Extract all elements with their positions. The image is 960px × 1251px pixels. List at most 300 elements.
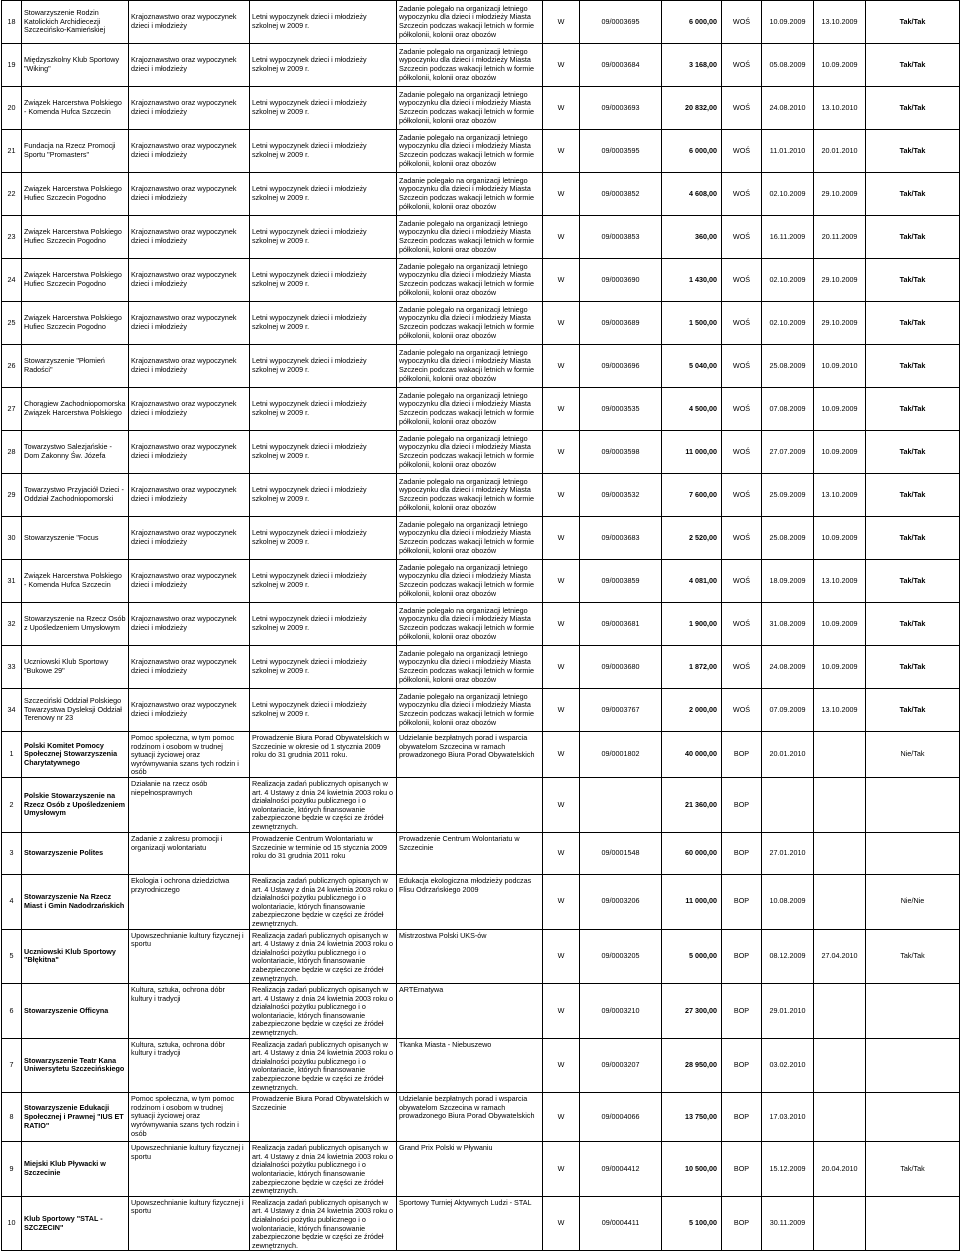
goal-cell: ARTErnatywa <box>397 984 543 1039</box>
task-cell: Letni wypoczynek dzieci i młodzieży szkolnej w 2009 r. <box>250 431 397 474</box>
date-to-cell: 13.10.2009 <box>814 1 866 44</box>
lp-cell: 23 <box>2 216 22 259</box>
mode-cell: W <box>543 874 580 929</box>
area-cell: Upowszechnianie kultury fizycznej i sportu <box>129 1142 250 1197</box>
date-to-cell <box>814 777 866 832</box>
area-cell: Krajoznawstwo oraz wypoczynek dzieci i młodzieży <box>129 431 250 474</box>
date-to-cell: 13.10.2009 <box>814 560 866 603</box>
goal-cell: Zadanie polegało na organizacji letniego wypoczynku dla dzieci i młodzieży Miasta Szczecin podczas wakacji letnich w formie półkolonii, kolonii oraz obozów <box>397 603 543 646</box>
mode-cell: W <box>543 345 580 388</box>
settlement-cell: Tak/Tak <box>866 259 960 302</box>
task-cell: Letni wypoczynek dzieci i młodzieży szkolnej w 2009 r. <box>250 560 397 603</box>
lp-cell: 21 <box>2 130 22 173</box>
agreement-number-cell: 09/0003695 <box>580 1 662 44</box>
mode-cell: W <box>543 517 580 560</box>
date-to-cell: 29.10.2009 <box>814 259 866 302</box>
task-cell: Realizacja zadań publicznych opisanych w art. 4 Ustawy z dnia 24 kwietnia 2003 roku o działalności pożytku publicznego i o wolontariacie, których finansowanie zabezpieczone będzie w części ze źródeł zewnętrznych. <box>250 929 397 984</box>
amount-cell: 20 832,00 <box>662 87 722 130</box>
department-cell: WOŚ <box>722 216 762 259</box>
lp-cell: 8 <box>2 1093 22 1142</box>
amount-cell: 2 000,00 <box>662 689 722 732</box>
settlement-cell: Nie/Nie <box>866 874 960 929</box>
goal-cell <box>397 777 543 832</box>
area-cell: Działanie na rzecz osób niepełnosprawnych <box>129 777 250 832</box>
mode-cell: W <box>543 474 580 517</box>
area-cell: Krajoznawstwo oraz wypoczynek dzieci i młodzieży <box>129 388 250 431</box>
agreement-number-cell: 09/0003693 <box>580 87 662 130</box>
lp-cell: 30 <box>2 517 22 560</box>
goal-cell: Zadanie polegało na organizacji letniego wypoczynku dla dzieci i młodzieży Miasta Szczecin podczas wakacji letnich w formie półkolonii, kolonii oraz obozów <box>397 646 543 689</box>
task-cell: Realizacja zadań publicznych opisanych w art. 4 Ustawy z dnia 24 kwietnia 2003 roku o działalności pożytku publicznego i o wolontariacie, których finansowanie zabezpieczone będzie w części ze źródeł zewnętrznych. <box>250 1038 397 1093</box>
amount-cell: 3 168,00 <box>662 44 722 87</box>
table-row <box>2 929 960 984</box>
agreement-number-cell: 09/0003206 <box>580 874 662 929</box>
department-cell: WOŚ <box>722 130 762 173</box>
table-row <box>2 777 960 832</box>
agreement-number-cell: 09/0004066 <box>580 1093 662 1142</box>
mode-cell: W <box>543 832 580 874</box>
organization-cell: Towarzystwo Przyjaciół Dzieci - Oddział Zachodniopomorski <box>22 474 129 517</box>
date-to-cell: 20.11.2009 <box>814 216 866 259</box>
amount-cell: 60 000,00 <box>662 832 722 874</box>
goal-cell: Edukacja ekologiczna młodzieży podczas Flisu Odrzańskiego 2009 <box>397 874 543 929</box>
organization-cell: Uczniowski Klub Sportowy "Błękitna" <box>22 929 129 984</box>
task-cell: Letni wypoczynek dzieci i młodzieży szkolnej w 2009 r. <box>250 216 397 259</box>
date-from-cell: 11.01.2010 <box>762 130 814 173</box>
amount-cell: 5 000,00 <box>662 929 722 984</box>
date-from-cell: 02.10.2009 <box>762 173 814 216</box>
amount-cell: 1 872,00 <box>662 646 722 689</box>
date-from-cell: 20.01.2010 <box>762 732 814 778</box>
lp-cell: 22 <box>2 173 22 216</box>
department-cell: WOŚ <box>722 87 762 130</box>
area-cell: Zadanie z zakresu promocji i organizacji wolontariatu <box>129 832 250 874</box>
agreement-number-cell: 09/0003767 <box>580 689 662 732</box>
mode-cell: W <box>543 1 580 44</box>
mode-cell: W <box>543 388 580 431</box>
lp-cell: 29 <box>2 474 22 517</box>
amount-cell: 6 000,00 <box>662 130 722 173</box>
mode-cell: W <box>543 44 580 87</box>
table-row <box>2 44 960 87</box>
table-row <box>2 474 960 517</box>
agreement-number-cell: 09/0003859 <box>580 560 662 603</box>
department-cell: BOP <box>722 1038 762 1093</box>
area-cell: Krajoznawstwo oraz wypoczynek dzieci i młodzieży <box>129 216 250 259</box>
department-cell: WOŚ <box>722 44 762 87</box>
lp-cell: 6 <box>2 984 22 1039</box>
department-cell: WOŚ <box>722 603 762 646</box>
settlement-cell: Tak/Tak <box>866 689 960 732</box>
area-cell: Kultura, sztuka, ochrona dóbr kultury i tradycji <box>129 984 250 1039</box>
mode-cell: W <box>543 87 580 130</box>
lp-cell: 27 <box>2 388 22 431</box>
area-cell: Krajoznawstwo oraz wypoczynek dzieci i młodzieży <box>129 517 250 560</box>
settlement-cell <box>866 1038 960 1093</box>
department-cell: BOP <box>722 1142 762 1197</box>
date-from-cell: 27.07.2009 <box>762 431 814 474</box>
mode-cell: W <box>543 130 580 173</box>
date-to-cell: 10.09.2009 <box>814 44 866 87</box>
date-from-cell: 08.12.2009 <box>762 929 814 984</box>
amount-cell: 11 000,00 <box>662 874 722 929</box>
agreement-number-cell: 09/0003689 <box>580 302 662 345</box>
department-cell: WOŚ <box>722 689 762 732</box>
date-from-cell: 30.11.2009 <box>762 1196 814 1251</box>
goal-cell: Mistrzostwa Polski UKS-ów <box>397 929 543 984</box>
settlement-cell: Tak/Tak <box>866 302 960 345</box>
task-cell: Letni wypoczynek dzieci i młodzieży szkolnej w 2009 r. <box>250 517 397 560</box>
grants-table-body <box>2 1 960 1251</box>
settlement-cell: Tak/Tak <box>866 560 960 603</box>
amount-cell: 4 081,00 <box>662 560 722 603</box>
task-cell: Letni wypoczynek dzieci i młodzieży szkolnej w 2009 r. <box>250 345 397 388</box>
goal-cell: Zadanie polegało na organizacji letniego wypoczynku dla dzieci i młodzieży Miasta Szczecin podczas wakacji letnich w formie półkolonii, kolonii oraz obozów <box>397 87 543 130</box>
settlement-cell: Tak/Tak <box>866 130 960 173</box>
agreement-number-cell: 09/0003595 <box>580 130 662 173</box>
agreement-number-cell: 09/0003684 <box>580 44 662 87</box>
organization-cell: Związek Harcerstwa Polskiego Hufiec Szczecin Pogodno <box>22 302 129 345</box>
date-from-cell: 25.08.2009 <box>762 517 814 560</box>
area-cell: Krajoznawstwo oraz wypoczynek dzieci i młodzieży <box>129 259 250 302</box>
date-to-cell <box>814 832 866 874</box>
area-cell: Pomoc społeczna, w tym pomoc rodzinom i osobom w trudnej sytuacji życiowej oraz wyrównywania szans tych rodzin i osób <box>129 1093 250 1142</box>
task-cell: Prowadzenie Biura Porad Obywatelskich w Szczecinie <box>250 1093 397 1142</box>
amount-cell: 27 300,00 <box>662 984 722 1039</box>
area-cell: Krajoznawstwo oraz wypoczynek dzieci i młodzieży <box>129 345 250 388</box>
settlement-cell <box>866 1196 960 1251</box>
amount-cell: 4 500,00 <box>662 388 722 431</box>
task-cell: Prowadzenie Centrum Wolontariatu w Szczecinie w terminie od 15 stycznia 2009 roku do 31 grudnia 2011 roku <box>250 832 397 874</box>
department-cell: WOŚ <box>722 388 762 431</box>
goal-cell: Zadanie polegało na organizacji letniego wypoczynku dla dzieci i młodzieży Miasta Szczecin podczas wakacji letnich w formie półkolonii, kolonii oraz obozów <box>397 1 543 44</box>
lp-cell: 24 <box>2 259 22 302</box>
department-cell: WOŚ <box>722 345 762 388</box>
table-row <box>2 259 960 302</box>
date-to-cell <box>814 1038 866 1093</box>
date-to-cell <box>814 874 866 929</box>
date-from-cell: 29.01.2010 <box>762 984 814 1039</box>
date-from-cell: 31.08.2009 <box>762 603 814 646</box>
table-row <box>2 302 960 345</box>
area-cell: Krajoznawstwo oraz wypoczynek dzieci i młodzieży <box>129 1 250 44</box>
amount-cell: 2 520,00 <box>662 517 722 560</box>
agreement-number-cell: 09/0003852 <box>580 173 662 216</box>
settlement-cell <box>866 777 960 832</box>
organization-cell: Stowarzyszenie na Rzecz Osób z Upośledzeniem Umysłowym <box>22 603 129 646</box>
table-row <box>2 603 960 646</box>
goal-cell: Zadanie polegało na organizacji letniego wypoczynku dla dzieci i młodzieży Miasta Szczecin podczas wakacji letnich w formie półkolonii, kolonii oraz obozów <box>397 388 543 431</box>
table-row <box>2 1142 960 1197</box>
date-from-cell: 02.10.2009 <box>762 259 814 302</box>
date-to-cell <box>814 732 866 778</box>
goal-cell: Zadanie polegało na organizacji letniego wypoczynku dla dzieci i młodzieży Miasta Szczecin podczas wakacji letnich w formie półkolonii, kolonii oraz obozów <box>397 345 543 388</box>
mode-cell: W <box>543 302 580 345</box>
goal-cell: Tkanka Miasta - Niebuszewo <box>397 1038 543 1093</box>
goal-cell: Zadanie polegało na organizacji letniego wypoczynku dla dzieci i młodzieży Miasta Szczecin podczas wakacji letnich w formie półkolonii, kolonii oraz obozów <box>397 689 543 732</box>
organization-cell: Stowarzyszenie Teatr Kana Uniwersytetu Szczecińskiego <box>22 1038 129 1093</box>
amount-cell: 360,00 <box>662 216 722 259</box>
organization-cell: Związek Harcerstwa Polskiego Hufiec Szczecin Pogodno <box>22 173 129 216</box>
date-from-cell: 27.01.2010 <box>762 832 814 874</box>
department-cell: BOP <box>722 777 762 832</box>
date-to-cell: 13.10.2009 <box>814 474 866 517</box>
department-cell: BOP <box>722 874 762 929</box>
organization-cell: Stowarzyszenie "Focus <box>22 517 129 560</box>
department-cell: BOP <box>722 1093 762 1142</box>
mode-cell: W <box>543 1142 580 1197</box>
goal-cell: Zadanie polegało na organizacji letniego wypoczynku dla dzieci i młodzieży Miasta Szczecin podczas wakacji letnich w formie półkolonii, kolonii oraz obozów <box>397 431 543 474</box>
date-to-cell: 20.04.2010 <box>814 1142 866 1197</box>
mode-cell: W <box>543 216 580 259</box>
amount-cell: 1 900,00 <box>662 603 722 646</box>
lp-cell: 7 <box>2 1038 22 1093</box>
organization-cell: Szczeciński Oddział Polskiego Towarzystwa Dysleksji Oddział Terenowy nr 23 <box>22 689 129 732</box>
area-cell: Ekologia i ochrona dziedzictwa przyrodniczego <box>129 874 250 929</box>
department-cell: BOP <box>722 732 762 778</box>
lp-cell: 32 <box>2 603 22 646</box>
goal-cell: Zadanie polegało na organizacji letniego wypoczynku dla dzieci i młodzieży Miasta Szczecin podczas wakacji letnich w formie półkolonii, kolonii oraz obozów <box>397 259 543 302</box>
settlement-cell <box>866 984 960 1039</box>
mode-cell: W <box>543 173 580 216</box>
task-cell: Letni wypoczynek dzieci i młodzieży szkolnej w 2009 r. <box>250 259 397 302</box>
table-row <box>2 1 960 44</box>
date-from-cell: 15.12.2009 <box>762 1142 814 1197</box>
organization-cell: Stowarzyszenie Rodzin Katolickich Archidiecezji Szczecińsko-Kamieńskiej <box>22 1 129 44</box>
table-row <box>2 984 960 1039</box>
settlement-cell: Tak/Tak <box>866 474 960 517</box>
mode-cell: W <box>543 984 580 1039</box>
date-from-cell: 24.08.2009 <box>762 646 814 689</box>
area-cell: Krajoznawstwo oraz wypoczynek dzieci i młodzieży <box>129 560 250 603</box>
mode-cell: W <box>543 560 580 603</box>
table-row <box>2 431 960 474</box>
amount-cell: 13 750,00 <box>662 1093 722 1142</box>
department-cell: WOŚ <box>722 560 762 603</box>
goal-cell: Zadanie polegało na organizacji letniego wypoczynku dla dzieci i młodzieży Miasta Szczecin podczas wakacji letnich w formie półkolonii, kolonii oraz obozów <box>397 517 543 560</box>
date-from-cell: 07.09.2009 <box>762 689 814 732</box>
table-row <box>2 216 960 259</box>
organization-cell: Związek Harcerstwa Polskiego Hufiec Szczecin Pogodno <box>22 216 129 259</box>
amount-cell: 5 040,00 <box>662 345 722 388</box>
table-row <box>2 560 960 603</box>
goal-cell: Udzielanie bezpłatnych porad i wsparcia obywatelom Szczecina w ramach prowadzonego Biura Porad Obywatelskich <box>397 732 543 778</box>
mode-cell: W <box>543 1038 580 1093</box>
organization-cell: Stowarzyszenie Na Rzecz Miast i Gmin Nadodrzańskich <box>22 874 129 929</box>
task-cell: Prowadzenie Biura Porad Obywatelskich w Szczecinie w okresie od 1 stycznia 2009 roku do 31 grudnia 2011 roku. <box>250 732 397 778</box>
agreement-number-cell: 09/0003683 <box>580 517 662 560</box>
date-to-cell <box>814 984 866 1039</box>
date-from-cell: 16.11.2009 <box>762 216 814 259</box>
organization-cell: Fundacja na Rzecz Promocji Sportu "Promasters" <box>22 130 129 173</box>
settlement-cell: Tak/Tak <box>866 603 960 646</box>
lp-cell: 19 <box>2 44 22 87</box>
organization-cell: Uczniowski Klub Sportowy "Bukowe 29" <box>22 646 129 689</box>
agreement-number-cell: 09/0003598 <box>580 431 662 474</box>
mode-cell: W <box>543 777 580 832</box>
lp-cell: 18 <box>2 1 22 44</box>
department-cell: WOŚ <box>722 173 762 216</box>
area-cell: Pomoc społeczna, w tym pomoc rodzinom i osobom w trudnej sytuacji życiowej oraz wyrównywania szans tych rodzin i osób <box>129 732 250 778</box>
date-from-cell: 10.08.2009 <box>762 874 814 929</box>
agreement-number-cell: 09/0003680 <box>580 646 662 689</box>
lp-cell: 1 <box>2 732 22 778</box>
organization-cell: Polskie Stowarzyszenie na Rzecz Osób z Upośledzeniem Umysłowym <box>22 777 129 832</box>
mode-cell: W <box>543 732 580 778</box>
organization-cell: Stowarzyszenie Edukacji Społecznej i Prawnej "IUS ET RATIO" <box>22 1093 129 1142</box>
table-row <box>2 1038 960 1093</box>
lp-cell: 9 <box>2 1142 22 1197</box>
amount-cell: 4 608,00 <box>662 173 722 216</box>
amount-cell: 11 000,00 <box>662 431 722 474</box>
department-cell: BOP <box>722 929 762 984</box>
date-to-cell: 27.04.2010 <box>814 929 866 984</box>
settlement-cell: Tak/Tak <box>866 929 960 984</box>
settlement-cell: Tak/Tak <box>866 1 960 44</box>
date-to-cell: 10.09.2010 <box>814 345 866 388</box>
organization-cell: Miejski Klub Pływacki w Szczecinie <box>22 1142 129 1197</box>
settlement-cell <box>866 832 960 874</box>
agreement-number-cell: 09/0004411 <box>580 1196 662 1251</box>
task-cell: Letni wypoczynek dzieci i młodzieży szkolnej w 2009 r. <box>250 689 397 732</box>
area-cell: Krajoznawstwo oraz wypoczynek dzieci i młodzieży <box>129 646 250 689</box>
agreement-number-cell: 09/0003210 <box>580 984 662 1039</box>
date-to-cell <box>814 1196 866 1251</box>
amount-cell: 40 000,00 <box>662 732 722 778</box>
amount-cell: 1 430,00 <box>662 259 722 302</box>
task-cell: Realizacja zadań publicznych opisanych w art. 4 Ustawy z dnia 24 kwietnia 2003 roku o działalności pożytku publicznego i o wolontariacie, których finansowanie zabezpieczone będzie w części ze źródeł zewnętrznych. <box>250 984 397 1039</box>
lp-cell: 5 <box>2 929 22 984</box>
date-to-cell: 20.01.2010 <box>814 130 866 173</box>
settlement-cell: Tak/Tak <box>866 431 960 474</box>
settlement-cell: Tak/Tak <box>866 646 960 689</box>
agreement-number-cell: 09/0004412 <box>580 1142 662 1197</box>
table-row <box>2 1093 960 1142</box>
task-cell: Realizacja zadań publicznych opisanych w art. 4 Ustawy z dnia 24 kwietnia 2003 roku o działalności pożytku publicznego i o wolontariacie, których finansowanie zabezpieczone będzie w części ze źródeł zewnętrznych. <box>250 777 397 832</box>
goal-cell: Zadanie polegało na organizacji letniego wypoczynku dla dzieci i młodzieży Miasta Szczecin podczas wakacji letnich w formie półkolonii, kolonii oraz obozów <box>397 44 543 87</box>
department-cell: WOŚ <box>722 1 762 44</box>
agreement-number-cell: 09/0003205 <box>580 929 662 984</box>
agreement-number-cell: 09/0001802 <box>580 732 662 778</box>
agreement-number-cell: 09/0003853 <box>580 216 662 259</box>
date-to-cell: 10.09.2009 <box>814 646 866 689</box>
table-row <box>2 87 960 130</box>
settlement-cell: Tak/Tak <box>866 44 960 87</box>
mode-cell: W <box>543 689 580 732</box>
table-row <box>2 130 960 173</box>
agreement-number-cell: 09/0003532 <box>580 474 662 517</box>
amount-cell: 10 500,00 <box>662 1142 722 1197</box>
area-cell: Krajoznawstwo oraz wypoczynek dzieci i młodzieży <box>129 474 250 517</box>
date-to-cell: 29.10.2009 <box>814 302 866 345</box>
task-cell: Letni wypoczynek dzieci i młodzieży szkolnej w 2009 r. <box>250 44 397 87</box>
task-cell: Letni wypoczynek dzieci i młodzieży szkolnej w 2009 r. <box>250 603 397 646</box>
lp-cell: 33 <box>2 646 22 689</box>
goal-cell: Grand Prix Polski w Pływaniu <box>397 1142 543 1197</box>
goal-cell: Zadanie polegało na organizacji letniego wypoczynku dla dzieci i młodzieży Miasta Szczecin podczas wakacji letnich w formie półkolonii, kolonii oraz obozów <box>397 302 543 345</box>
table-row <box>2 832 960 874</box>
task-cell: Letni wypoczynek dzieci i młodzieży szkolnej w 2009 r. <box>250 646 397 689</box>
date-to-cell: 10.09.2009 <box>814 603 866 646</box>
table-row <box>2 646 960 689</box>
settlement-cell: Tak/Tak <box>866 87 960 130</box>
lp-cell: 4 <box>2 874 22 929</box>
area-cell: Kultura, sztuka, ochrona dóbr kultury i tradycji <box>129 1038 250 1093</box>
date-to-cell: 10.09.2009 <box>814 431 866 474</box>
table-row <box>2 689 960 732</box>
table-row <box>2 732 960 778</box>
lp-cell: 20 <box>2 87 22 130</box>
department-cell: WOŚ <box>722 302 762 345</box>
organization-cell: Związek Harcerstwa Polskiego Hufiec Szczecin Pogodno <box>22 259 129 302</box>
agreement-number-cell <box>580 777 662 832</box>
goal-cell: Zadanie polegało na organizacji letniego wypoczynku dla dzieci i młodzieży Miasta Szczecin podczas wakacji letnich w formie półkolonii, kolonii oraz obozów <box>397 474 543 517</box>
organization-cell: Stowarzyszenie "Płomień Radości" <box>22 345 129 388</box>
grants-table <box>1 0 960 1251</box>
lp-cell: 34 <box>2 689 22 732</box>
task-cell: Letni wypoczynek dzieci i młodzieży szkolnej w 2009 r. <box>250 173 397 216</box>
lp-cell: 28 <box>2 431 22 474</box>
mode-cell: W <box>543 646 580 689</box>
task-cell: Letni wypoczynek dzieci i młodzieży szkolnej w 2009 r. <box>250 1 397 44</box>
agreement-number-cell: 09/0003207 <box>580 1038 662 1093</box>
area-cell: Upowszechnianie kultury fizycznej i sportu <box>129 1196 250 1251</box>
organization-cell: Klub Sportowy "STAL - SZCZECIN" <box>22 1196 129 1251</box>
goal-cell: Zadanie polegało na organizacji letniego wypoczynku dla dzieci i młodzieży Miasta Szczecin podczas wakacji letnich w formie półkolonii, kolonii oraz obozów <box>397 560 543 603</box>
settlement-cell: Tak/Tak <box>866 1142 960 1197</box>
task-cell: Realizacja zadań publicznych opisanych w art. 4 Ustawy z dnia 24 kwietnia 2003 roku o działalności pożytku publicznego i o wolontariacie, których finansowanie zabezpieczone będzie w części ze źródeł zewnętrznych. <box>250 1142 397 1197</box>
settlement-cell: Tak/Tak <box>866 388 960 431</box>
task-cell: Realizacja zadań publicznych opisanych w art. 4 Ustawy z dnia 24 kwietnia 2003 roku o działalności pożytku publicznego i o wolontariacie, których finansowanie zabezpieczone będzie w części ze źródeł zewnętrznych. <box>250 1196 397 1251</box>
lp-cell: 2 <box>2 777 22 832</box>
table-row <box>2 173 960 216</box>
organization-cell: Towarzystwo Salezjańskie - Dom Zakonny Św. Józefa <box>22 431 129 474</box>
date-from-cell: 25.09.2009 <box>762 474 814 517</box>
organization-cell: Stowarzyszenie Polites <box>22 832 129 874</box>
date-from-cell: 02.10.2009 <box>762 302 814 345</box>
settlement-cell: Tak/Tak <box>866 216 960 259</box>
mode-cell: W <box>543 1093 580 1142</box>
task-cell: Letni wypoczynek dzieci i młodzieży szkolnej w 2009 r. <box>250 87 397 130</box>
task-cell: Letni wypoczynek dzieci i młodzieży szkolnej w 2009 r. <box>250 474 397 517</box>
goal-cell: Sportowy Turniej Aktywnych Ludzi - STAL <box>397 1196 543 1251</box>
area-cell: Krajoznawstwo oraz wypoczynek dzieci i młodzieży <box>129 603 250 646</box>
department-cell: WOŚ <box>722 517 762 560</box>
task-cell: Letni wypoczynek dzieci i młodzieży szkolnej w 2009 r. <box>250 130 397 173</box>
agreement-number-cell: 09/0001548 <box>580 832 662 874</box>
goal-cell: Prowadzenie Centrum Wolontariatu w Szczecinie <box>397 832 543 874</box>
goal-cell: Zadanie polegało na organizacji letniego wypoczynku dla dzieci i młodzieży Miasta Szczecin podczas wakacji letnich w formie półkolonii, kolonii oraz obozów <box>397 216 543 259</box>
date-to-cell: 10.09.2009 <box>814 388 866 431</box>
date-from-cell: 10.09.2009 <box>762 1 814 44</box>
task-cell: Realizacja zadań publicznych opisanych w art. 4 Ustawy z dnia 24 kwietnia 2003 roku o działalności pożytku publicznego i o wolontariacie, których finansowanie zabezpieczone będzie w części ze źródeł zewnętrznych. <box>250 874 397 929</box>
table-row <box>2 388 960 431</box>
lp-cell: 25 <box>2 302 22 345</box>
date-from-cell: 17.03.2010 <box>762 1093 814 1142</box>
mode-cell: W <box>543 259 580 302</box>
task-cell: Letni wypoczynek dzieci i młodzieży szkolnej w 2009 r. <box>250 302 397 345</box>
table-row <box>2 345 960 388</box>
date-from-cell: 07.08.2009 <box>762 388 814 431</box>
area-cell: Krajoznawstwo oraz wypoczynek dzieci i młodzieży <box>129 689 250 732</box>
department-cell: WOŚ <box>722 646 762 689</box>
area-cell: Krajoznawstwo oraz wypoczynek dzieci i młodzieży <box>129 87 250 130</box>
organization-cell: Międzyszkolny Klub Sportowy "Wiking" <box>22 44 129 87</box>
date-from-cell: 25.08.2009 <box>762 345 814 388</box>
department-cell: WOŚ <box>722 431 762 474</box>
amount-cell: 1 500,00 <box>662 302 722 345</box>
lp-cell: 26 <box>2 345 22 388</box>
